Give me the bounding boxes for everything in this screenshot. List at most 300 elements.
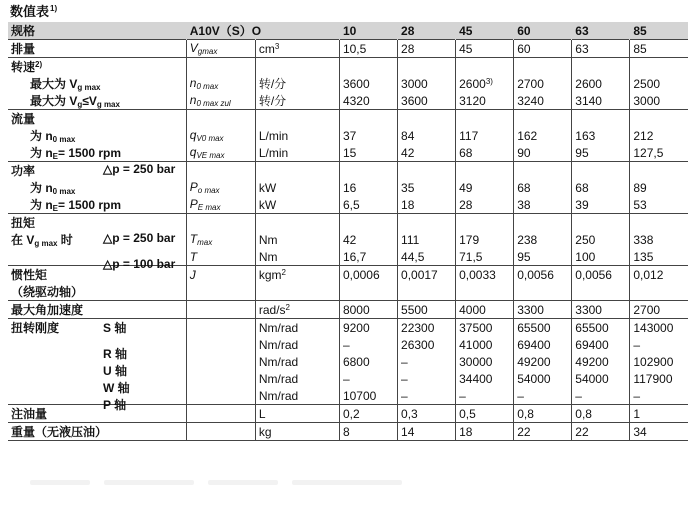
value-cell: [398, 58, 456, 76]
value-text: –: [575, 388, 582, 403]
value-text: 0,0056: [575, 267, 612, 282]
value-text: 111: [401, 232, 420, 247]
value-text: 42: [342, 232, 357, 247]
row-label: [8, 336, 186, 361]
value-cell: [514, 92, 572, 110]
row-unit: [255, 336, 339, 353]
value-text: 95: [575, 145, 589, 160]
table-row: [8, 110, 688, 128]
value-cell: [514, 231, 572, 248]
value-cell: [339, 196, 397, 214]
value-cell: [398, 231, 456, 248]
value-cell: [456, 75, 514, 92]
value-text: 8000: [342, 302, 370, 317]
value-cell: [339, 283, 397, 301]
value-text: 6800: [342, 354, 370, 369]
row-label: [8, 301, 186, 319]
row-label: [8, 214, 186, 232]
value-cell: [514, 40, 572, 58]
value-cell: [572, 405, 630, 423]
value-cell: [339, 127, 397, 144]
value-cell: [339, 231, 397, 248]
value-cell: [514, 319, 572, 337]
row-unit: [255, 266, 339, 284]
value-text: 42: [401, 145, 415, 160]
row-label: [8, 162, 186, 180]
header-cell: 60: [514, 22, 572, 40]
value-text: 28: [459, 197, 473, 212]
row-label-text: 为 n: [30, 129, 53, 143]
table-row: [8, 92, 688, 110]
value-text: 0,012: [633, 267, 664, 282]
value-text: 84: [401, 128, 415, 143]
value-cell: [630, 196, 688, 214]
value-cell: [572, 196, 630, 214]
value-cell: [456, 179, 514, 196]
row-label: [8, 75, 186, 92]
value-text: 4000: [459, 302, 486, 317]
row-label: [8, 40, 186, 58]
value-cell: [514, 423, 572, 441]
table-row: [8, 179, 688, 196]
value-cell: [339, 214, 397, 232]
row-label-text: 扭转刚度: [11, 321, 60, 335]
value-cell: [339, 75, 397, 92]
value-text: –: [517, 388, 524, 403]
value-text: 9200: [342, 320, 370, 335]
row-label: [8, 179, 186, 196]
value-cell: [630, 40, 688, 58]
row-symbol: [186, 110, 255, 128]
row-symbol: [186, 144, 255, 162]
row-label-sub: E: [52, 204, 59, 213]
row-unit: [255, 301, 339, 319]
value-cell: [514, 283, 572, 301]
value-text: 16: [342, 180, 357, 195]
row-label: [8, 231, 186, 248]
row-unit-sup: 2: [281, 267, 286, 277]
value-text: 5500: [401, 302, 428, 317]
value-cell: [514, 387, 572, 405]
row-symbol-sub: 0 max zul: [196, 99, 231, 108]
value-text: 0,0006: [342, 267, 380, 282]
value-text: 49200: [575, 354, 609, 369]
row-unit-text: kgm: [258, 267, 282, 282]
row-symbol: [186, 75, 255, 92]
row-symbol: [186, 319, 255, 337]
value-cell: [456, 92, 514, 110]
row-symbol-sub: o max: [197, 186, 220, 195]
header-cell: A10V（S）O: [186, 22, 255, 40]
row-label: [8, 423, 186, 441]
row-label-condition: U 轴: [103, 363, 128, 378]
row-symbol-text: J: [189, 267, 196, 282]
row-symbol-text: n: [189, 93, 197, 107]
header-cell: 45: [456, 22, 514, 40]
value-text: 44,5: [401, 249, 425, 264]
value-cell: [398, 283, 456, 301]
row-symbol-sub: VE max: [196, 151, 225, 160]
value-cell: [514, 301, 572, 319]
value-cell: [398, 336, 456, 353]
value-note: 3): [485, 76, 493, 86]
row-label: [8, 127, 186, 144]
value-cell: [514, 370, 572, 387]
value-cell: [630, 319, 688, 337]
row-symbol: [186, 405, 255, 423]
row-label: [8, 58, 186, 76]
value-cell: [398, 162, 456, 180]
table-row: [8, 283, 688, 301]
value-cell: [456, 301, 514, 319]
row-label-tail: = 1500 rpm: [58, 198, 122, 212]
value-cell: [398, 301, 456, 319]
value-text: 212: [633, 128, 654, 143]
value-cell: [514, 75, 572, 92]
value-cell: [398, 405, 456, 423]
row-symbol-sub: gmax: [197, 47, 218, 56]
value-cell: [630, 127, 688, 144]
row-unit-text: Nm/rad: [258, 337, 299, 352]
value-cell: [456, 405, 514, 423]
row-unit-text: cm: [258, 41, 275, 56]
row-symbol-text: q: [189, 128, 197, 142]
value-text: 2500: [633, 76, 661, 91]
row-label-tail: ≤V: [82, 94, 97, 108]
row-symbol: [186, 162, 255, 180]
row-label-sup: 2): [35, 60, 43, 69]
value-text: 85: [633, 41, 647, 56]
value-cell: [339, 336, 397, 353]
value-text: 49: [459, 180, 473, 195]
value-cell: [514, 336, 572, 353]
value-cell: [514, 353, 572, 370]
row-label-text: 为 n: [30, 181, 53, 195]
value-cell: [456, 353, 514, 370]
value-cell: [630, 110, 688, 128]
row-symbol: [186, 370, 255, 387]
value-text: 162: [517, 128, 538, 143]
row-unit: [255, 40, 339, 58]
row-label-text: 流量: [11, 112, 36, 126]
row-unit: [255, 423, 339, 441]
row-label-text: 最大为 V: [30, 94, 78, 108]
header-cell: 63: [572, 22, 630, 40]
value-cell: [339, 162, 397, 180]
value-cell: [398, 423, 456, 441]
faded-footer: [30, 474, 660, 492]
value-cell: [398, 248, 456, 266]
value-text: 0,8: [517, 406, 534, 421]
value-cell: [456, 248, 514, 266]
value-cell: [456, 196, 514, 214]
value-cell: [572, 110, 630, 128]
row-unit: [255, 353, 339, 370]
row-symbol-text: n: [189, 76, 197, 90]
table-row: [8, 162, 688, 180]
table-row: [8, 214, 688, 232]
value-text: 3600: [342, 76, 370, 91]
row-symbol-sub: V0 max: [196, 134, 224, 143]
row-unit-text: kW: [258, 197, 277, 212]
value-cell: [398, 370, 456, 387]
value-text: 34: [633, 424, 647, 439]
row-symbol: [186, 196, 255, 214]
value-cell: [398, 353, 456, 370]
value-cell: [572, 75, 630, 92]
row-unit: [255, 196, 339, 214]
row-symbol: [186, 248, 255, 266]
value-text: 10,5: [342, 41, 367, 56]
value-text: 15: [342, 145, 357, 160]
row-unit-text: L: [258, 406, 266, 421]
value-text: 39: [575, 197, 589, 212]
row-label: [8, 196, 186, 214]
row-label-text: 最大为 V: [30, 77, 78, 91]
row-unit: [255, 370, 339, 387]
row-unit-text: kW: [258, 180, 277, 195]
value-text: 238: [517, 232, 538, 247]
value-cell: [339, 370, 397, 387]
row-symbol-sub: 0 max: [196, 82, 219, 91]
value-cell: [630, 336, 688, 353]
value-cell: [514, 248, 572, 266]
row-symbol: [186, 266, 255, 284]
value-text: –: [633, 388, 641, 403]
row-unit-sup: 3: [274, 41, 280, 51]
value-text: 3000: [633, 93, 661, 108]
value-text: 37: [342, 128, 357, 143]
value-cell: [630, 266, 688, 284]
value-text: 3300: [575, 302, 602, 317]
value-text: 102900: [633, 354, 674, 369]
value-cell: [630, 353, 688, 370]
value-text: 3240: [517, 93, 544, 108]
value-cell: [630, 283, 688, 301]
value-cell: [630, 75, 688, 92]
row-unit: [255, 110, 339, 128]
value-cell: [456, 266, 514, 284]
value-cell: [514, 58, 572, 76]
value-cell: [572, 266, 630, 284]
value-cell: [339, 179, 397, 196]
row-label-text: 功率: [11, 164, 36, 178]
value-cell: [398, 196, 456, 214]
value-text: 49200: [517, 354, 551, 369]
value-text: –: [342, 371, 350, 386]
row-unit: [255, 127, 339, 144]
row-label: [8, 370, 186, 395]
table-row: [8, 144, 688, 162]
row-label-text: 为 n: [30, 146, 53, 160]
row-symbol: [186, 283, 255, 301]
row-label-sub: g: [77, 100, 83, 109]
row-label: [8, 248, 186, 271]
row-unit-text: Nm: [258, 232, 278, 247]
value-cell: [398, 387, 456, 405]
value-cell: [339, 144, 397, 162]
table-row: [8, 387, 688, 405]
value-cell: [398, 110, 456, 128]
value-text: 63: [575, 41, 589, 56]
value-cell: [630, 214, 688, 232]
row-label-text: 为 n: [30, 198, 53, 212]
value-cell: [630, 162, 688, 180]
value-cell: [514, 405, 572, 423]
row-label-text: 重量（无液压油）: [11, 425, 108, 439]
table-row: [8, 370, 688, 387]
row-label: [8, 110, 186, 128]
row-label: [8, 405, 186, 423]
value-text: 26300: [401, 337, 435, 352]
row-symbol: [186, 58, 255, 76]
row-unit: [255, 214, 339, 232]
value-text: 16,7: [342, 249, 367, 264]
value-cell: [572, 283, 630, 301]
value-cell: [630, 144, 688, 162]
value-text: 22300: [401, 320, 435, 335]
value-cell: [456, 283, 514, 301]
row-unit-text: Nm: [258, 249, 278, 264]
value-text: 89: [633, 180, 647, 195]
value-text: 90: [517, 145, 531, 160]
row-label-text: 最大角加速度: [11, 303, 84, 317]
value-cell: [572, 179, 630, 196]
value-cell: [398, 127, 456, 144]
value-cell: [339, 248, 397, 266]
row-unit: [255, 162, 339, 180]
value-text: 2600: [459, 76, 486, 91]
table-row: [8, 336, 688, 353]
row-symbol-text: T: [189, 232, 198, 246]
row-unit-text: L/min: [258, 145, 289, 160]
value-text: 8: [342, 424, 350, 439]
value-text: 41000: [459, 337, 493, 352]
value-text: 95: [517, 249, 531, 264]
value-cell: [572, 336, 630, 353]
row-label-condition: △p = 250 bar: [103, 231, 176, 245]
value-cell: [339, 423, 397, 441]
value-cell: [630, 301, 688, 319]
value-cell: [398, 75, 456, 92]
value-cell: [514, 110, 572, 128]
value-text: 65500: [517, 320, 551, 335]
value-cell: [630, 92, 688, 110]
value-text: 53: [633, 197, 647, 212]
row-label-condition: △p = 250 bar: [103, 162, 176, 176]
value-cell: [456, 387, 514, 405]
value-text: 68: [459, 145, 473, 160]
value-text: 3120: [459, 93, 486, 108]
row-label: [8, 144, 186, 162]
row-symbol: [186, 40, 255, 58]
row-label: [8, 283, 186, 301]
value-cell: [572, 423, 630, 441]
row-symbol-text: T: [189, 249, 198, 264]
value-text: 0,8: [575, 406, 592, 421]
value-text: –: [633, 337, 641, 352]
row-unit-text: Nm/rad: [258, 354, 299, 369]
header-cell: 10: [339, 22, 397, 40]
row-unit-text: kg: [258, 424, 272, 439]
row-label-text: 惯性矩: [11, 268, 48, 282]
value-cell: [398, 92, 456, 110]
value-text: 68: [575, 180, 589, 195]
row-label-text: 扭矩: [11, 216, 36, 230]
value-cell: [339, 353, 397, 370]
row-symbol: [186, 127, 255, 144]
row-unit-text: Nm/rad: [258, 371, 299, 386]
row-label: [8, 319, 186, 337]
page-title: 数值表$^{1)}$: [10, 4, 58, 19]
value-cell: [456, 231, 514, 248]
value-text: 35: [401, 180, 415, 195]
row-unit-text: L/min: [258, 128, 289, 143]
value-cell: [456, 336, 514, 353]
value-text: 3000: [401, 76, 428, 91]
value-cell: [456, 144, 514, 162]
table-row: [8, 58, 688, 76]
row-label-sub: g max: [77, 83, 101, 92]
row-label-tail: = 1500 rpm: [58, 146, 122, 160]
value-cell: [630, 423, 688, 441]
value-cell: [630, 179, 688, 196]
value-text: –: [401, 388, 408, 403]
row-unit: [255, 58, 339, 76]
row-symbol-text: P: [189, 197, 198, 211]
value-text: 135: [633, 249, 654, 264]
row-label-text: （绕驱动轴）: [11, 285, 84, 299]
value-cell: [398, 179, 456, 196]
table-header-row: [8, 22, 688, 40]
row-label-condition: P 轴: [103, 397, 127, 412]
value-cell: [339, 387, 397, 405]
table-row: [8, 196, 688, 214]
value-text: 14: [401, 424, 415, 439]
value-cell: [339, 405, 397, 423]
row-unit-text: rad/s: [258, 302, 286, 317]
value-cell: [514, 162, 572, 180]
value-cell: [398, 266, 456, 284]
value-text: 2700: [633, 302, 661, 317]
value-text: 34400: [459, 371, 493, 386]
header-cell: 规格: [8, 22, 186, 40]
value-cell: [339, 319, 397, 337]
row-label-tail: 时: [57, 233, 73, 247]
row-label-sub: 0 max: [52, 135, 76, 144]
row-unit: [255, 319, 339, 337]
row-label-condition: R 轴: [103, 346, 128, 361]
row-label-sub: 0 max: [52, 187, 76, 196]
header-cell: 28: [398, 22, 456, 40]
specification-table: [8, 22, 688, 441]
value-cell: [572, 144, 630, 162]
row-unit: [255, 248, 339, 266]
value-cell: [456, 214, 514, 232]
value-cell: [572, 370, 630, 387]
value-text: 3300: [517, 302, 544, 317]
row-label: [8, 387, 186, 412]
value-cell: [339, 92, 397, 110]
value-text: 127,5: [633, 145, 664, 160]
value-cell: [456, 162, 514, 180]
row-unit-text: Nm/rad: [258, 320, 299, 335]
value-cell: [572, 162, 630, 180]
value-text: 3140: [575, 93, 602, 108]
value-cell: [339, 266, 397, 284]
value-cell: [514, 127, 572, 144]
value-cell: [630, 58, 688, 76]
